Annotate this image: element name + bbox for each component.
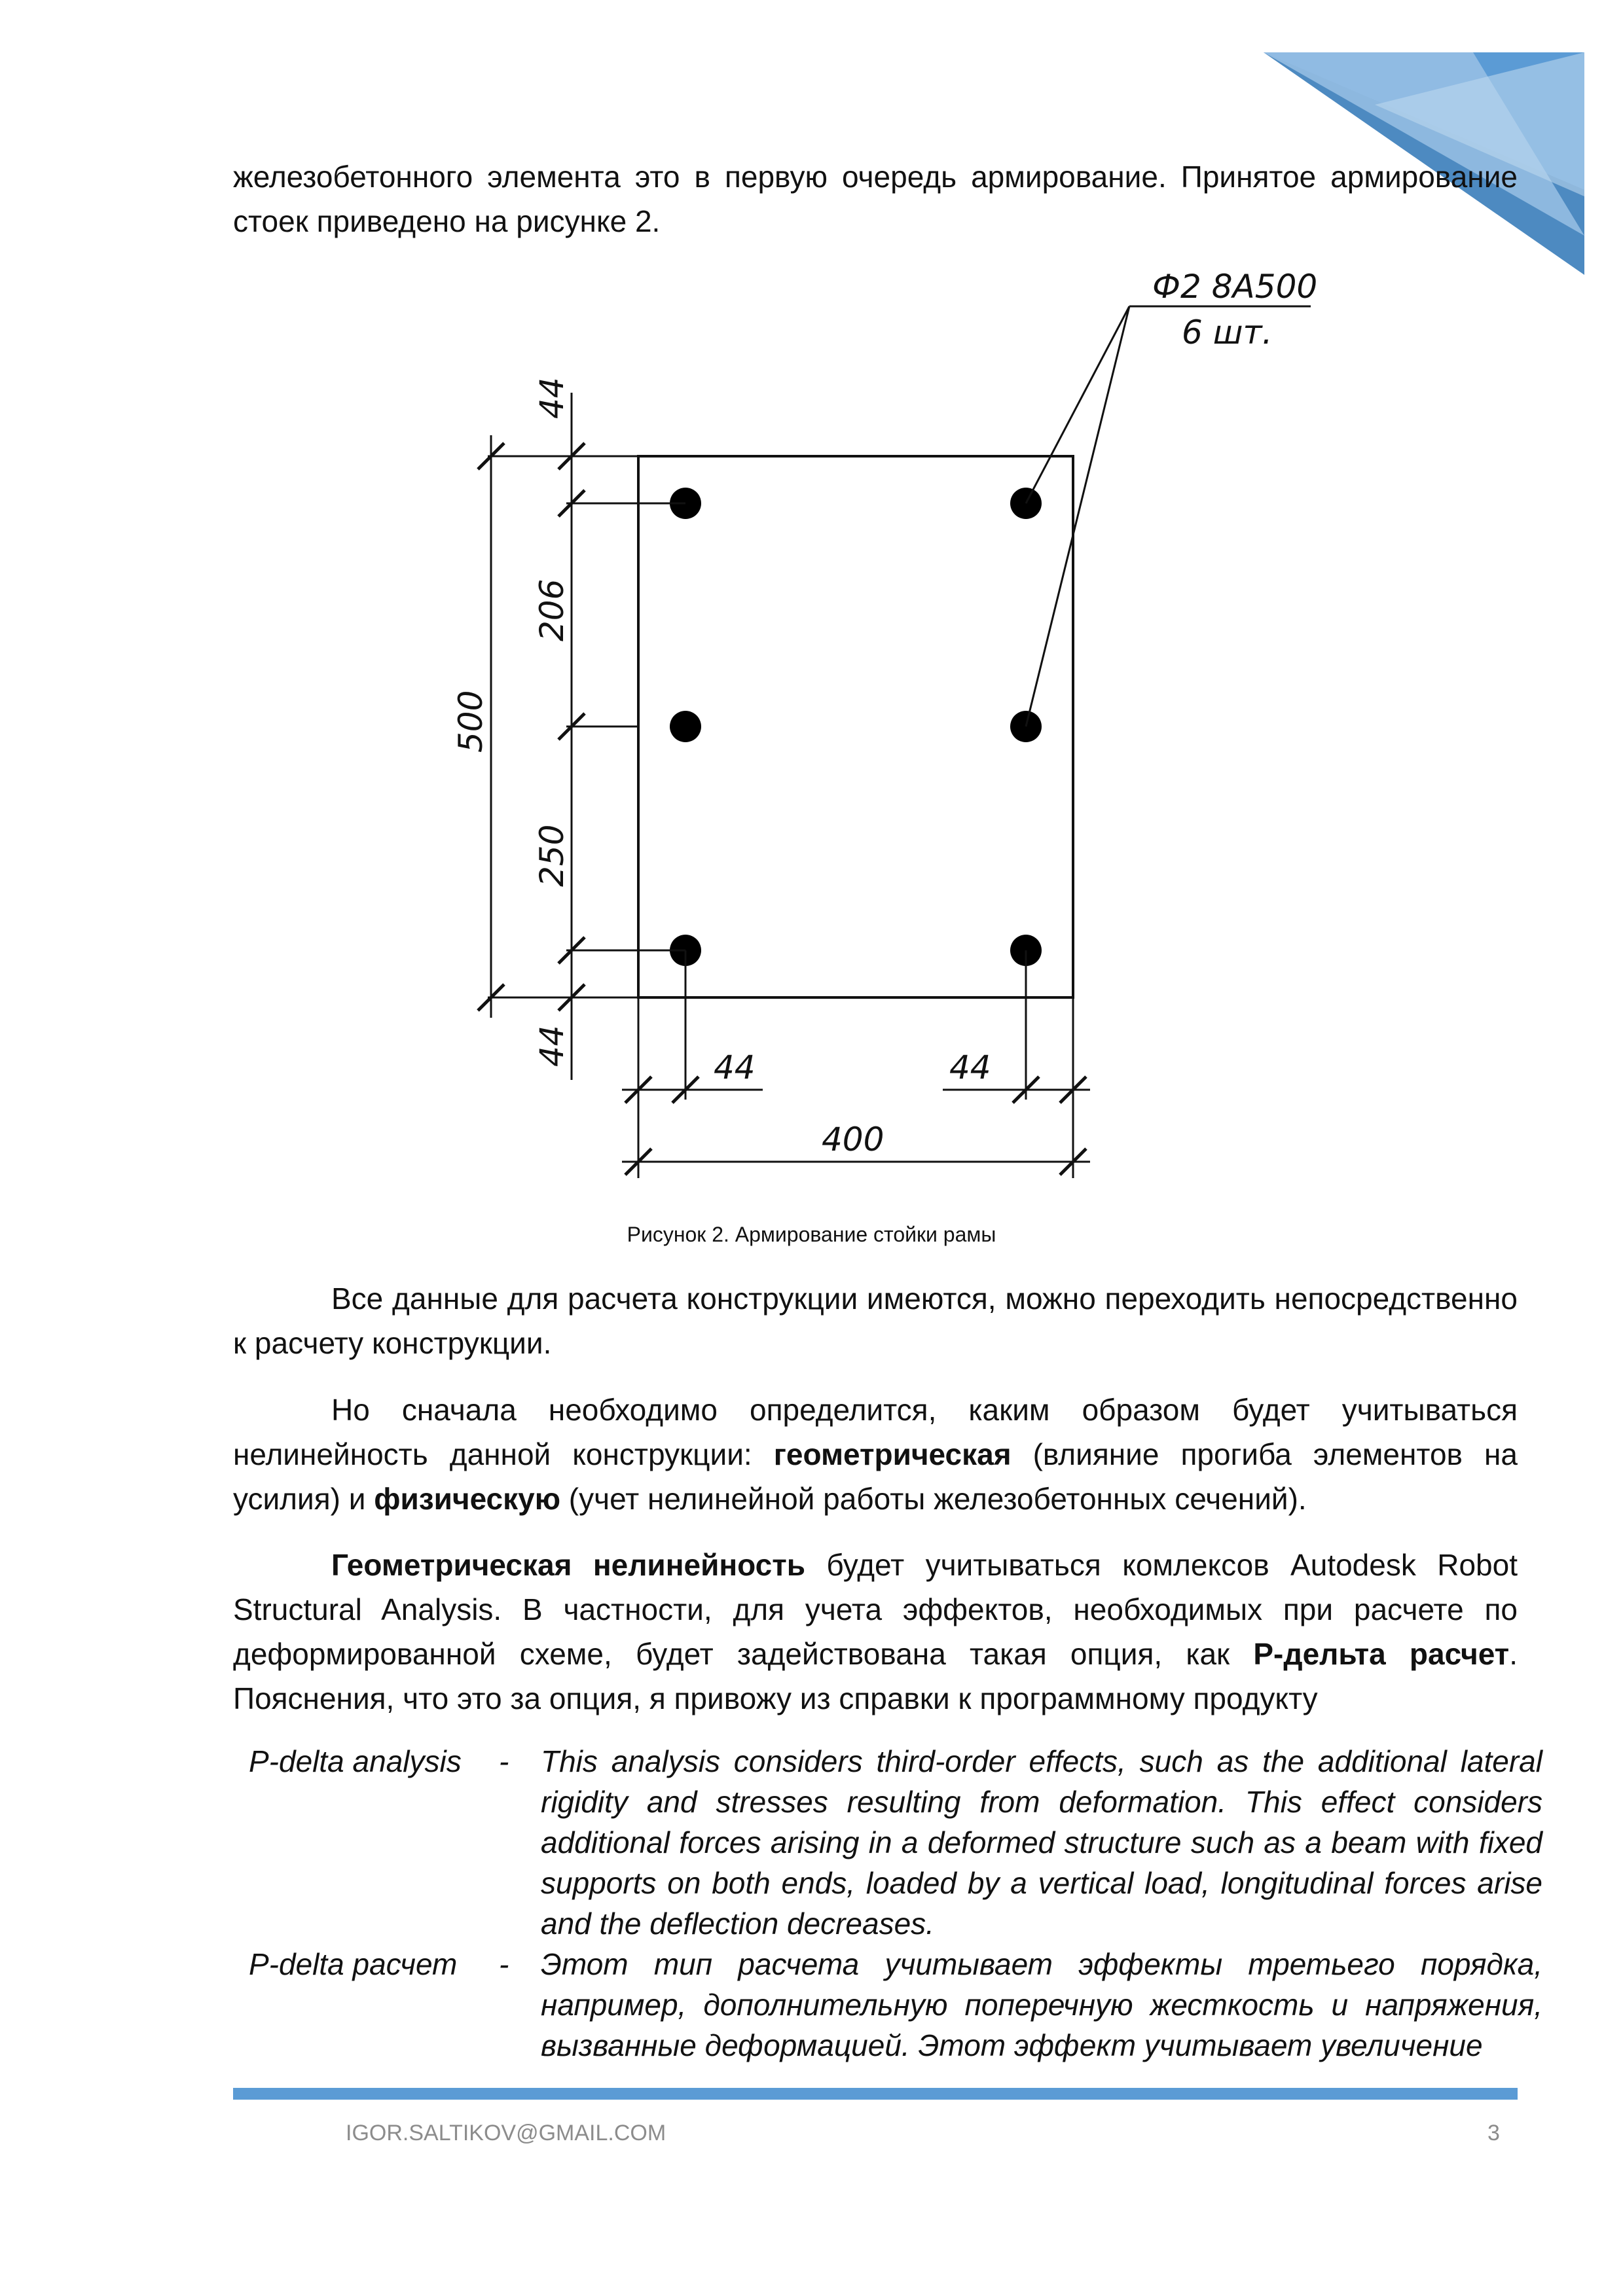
paragraph-nonlinearity [233,1388,1518,1521]
p2-part2: (влияние прогиба элементов на усилия) и [233,1437,1518,1516]
dim-right-cover: 44 [949,1049,991,1086]
dim-total-width: 400 [822,1121,884,1158]
dim-upper-span: 206 [533,579,571,641]
paragraph-data-ready [233,1276,1518,1365]
term-dash: - [499,1947,509,1981]
rebar [670,711,701,742]
rebar-group [670,488,1042,966]
dim-bottom-cover: 44 [533,1025,571,1067]
p3-bold-geometric: Геометрическая нелинейность [331,1548,806,1582]
dim-total-height: 500 [452,690,490,753]
p1-text: Все данные для расчета конструкции имеются, можно переходить непосредственно к расчету конструкции. [233,1282,1518,1360]
p3-bold-pdelta: Р-дельта расчет [1253,1637,1510,1671]
p2-part3: (учет нелинейной работы железобетонных сечений). [560,1482,1307,1516]
intro-text: железобетонного элемента это в первую очередь армирование. Принятое армирование стоек приведено на рисунке 2. [233,160,1518,238]
p2-bold-physical: физическую [374,1482,561,1516]
dim-lower-span: 250 [533,824,571,887]
definition-text-ru: Этот тип расчета учитывает эффекты третьего порядка, например, дополнительную поперечную жесткость и напряжения, вызванные деформацией. Этот эффект учитывает увеличение [541,1947,1542,2062]
rebar-count: 6 шт. [1182,314,1273,351]
dim-left-cover: 44 [714,1049,756,1086]
rebar-label: Ф2 8А500 [1152,268,1318,306]
footer-email: IGOR.SALTIKOV@GMAIL.COM [346,2121,666,2145]
p3-part1: будет учитываться комлексов Autodesk Robot Structural Analysis. В частности, для учета эффектов, необходимых при расчете по деформированной схеме, будет задействована такая опция, как [233,1548,1518,1671]
term-ru: P-delta расчет [249,1947,458,1981]
p2-part1: Но сначала необходимо определится, каким образом будет учитываться нелинейность данной конструкции: [233,1393,1518,1471]
footer-bar [233,2088,1518,2100]
term-en: P-delta analysis [249,1744,462,1778]
column-section [638,456,1073,997]
figure-caption: Рисунок 2. Армирование стойки рамы [627,1223,996,1246]
page-number: 3 [1487,2121,1500,2145]
term-dash: - [499,1744,509,1778]
p2-bold-geometric: геометрическая [773,1437,1012,1471]
p3-part2: . Пояснения, что это за опция, я привожу из справки к программному продукту [233,1637,1518,1715]
definition-text-en: This analysis considers third-order effects, such as the additional lateral rigidity and stresses resulting from deformation. This effect considers additional forces arising in a deformed structure such as a beam with fixed supports on both ends, loaded by a vertical load, longitudinal forces arise and the deflection decreases. [541,1744,1542,1941]
paragraph-geometric [233,1543,1518,1721]
dim-top-cover: 44 [533,377,571,419]
